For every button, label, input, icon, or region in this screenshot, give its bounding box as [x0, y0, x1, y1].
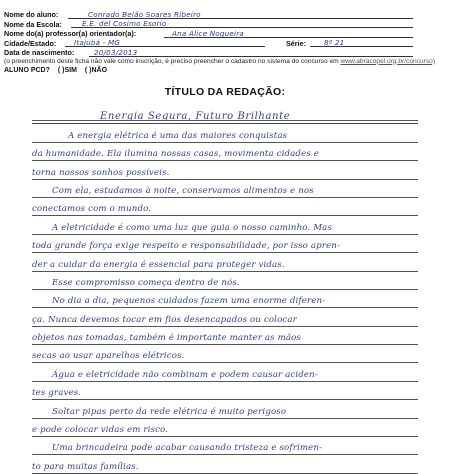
essay-line-text: secas ao usar aparelhos elétricos.: [32, 351, 185, 362]
registration-note-text: (o preenchimento deste ficha não vale como inscrição, é preciso preencher o cadastro no sistema do concurso em: [4, 57, 339, 65]
teacher-label: Nome do(a) professor(a) orientador(a):: [4, 29, 137, 38]
essay-line: [32, 253, 418, 271]
essay-title-line: [32, 106, 418, 124]
essay-line: [32, 198, 418, 216]
essay-line-text: ça. Nunca devemos tocar em fios desencapados ou colocar: [32, 314, 297, 325]
grade-label: Série:: [286, 38, 306, 48]
birthdate-label: Data de nascimento:: [4, 48, 75, 57]
essay-line: [32, 143, 418, 161]
essay-line: [32, 161, 418, 179]
essay-line-text: Com ela, estudamos à noite, conservamos alimentos e nos: [52, 185, 314, 196]
essay-line-text: e pode colocar vidas em risco.: [32, 425, 169, 436]
student-name-label: Nome do aluno:: [4, 10, 59, 19]
essay-line: [32, 455, 418, 473]
essay-line-text: toda grande força exige respeito e responsabilidade, por isso apren-: [32, 241, 341, 252]
essay-line: [32, 437, 418, 455]
student-info-form: [4, 10, 446, 77]
essay-line-text: Soltar pipas perto da rede elétrica é muito perigoso: [52, 406, 287, 417]
essay-line: [32, 124, 418, 142]
teacher-row: [4, 29, 446, 39]
student-name-row: [4, 10, 446, 20]
birthdate-value: 20/03/2013: [94, 47, 138, 57]
pcd-yes-option[interactable]: ( )SIM: [57, 66, 77, 74]
grade-value: 8º 21: [324, 38, 345, 47]
essay-title: Energia Segura, Futuro Brilhante: [100, 111, 291, 123]
essay-line: [32, 308, 418, 326]
essay-line: [32, 327, 418, 345]
essay-title-heading: TÍTULO DA REDAÇÃO:: [164, 86, 286, 98]
essay-line: [32, 235, 418, 253]
essay-line: [32, 419, 418, 437]
essay-line: [32, 382, 418, 400]
city-label: Cidade/Estado:: [4, 38, 57, 48]
essay-line: [32, 400, 418, 418]
registration-note: [4, 58, 446, 66]
essay-line: [32, 180, 418, 198]
essay-line: [32, 272, 418, 290]
essay-line: [32, 345, 418, 363]
essay-line-text: A energia elétrica é uma das maiores conquistas: [68, 130, 288, 141]
birthdate-row: [4, 48, 446, 58]
essay-line-text: der a cuidar da energia é essencial para proteger vidas.: [32, 259, 285, 270]
essay-line-text: objetos nas tomadas, também é importante manter as mãos: [32, 333, 302, 344]
essay-line-text: No dia a dia, pequenos cuidados fazem uma enorme diferen-: [52, 296, 326, 307]
essay-line: [32, 216, 418, 234]
pcd-row: [4, 67, 446, 77]
essay-line: [32, 290, 418, 308]
school-value: E.E. del Cosimo Esorio: [82, 19, 167, 28]
essay-line-text: conectamos com o mundo.: [32, 204, 152, 215]
city-row: [4, 39, 446, 49]
city-value: Itajubá - MG: [74, 38, 121, 47]
essay-line-text: Água e eletricidade não combinam e podem causar aciden-: [52, 369, 318, 380]
essay-line-text: da humanidade. Ela ilumina nossas casas, movimenta cidades e: [32, 149, 319, 160]
essay-line-text: Esse compromisso começa dentro de nós.: [52, 277, 240, 288]
essay-line-text: Uma brincadeira pode acabar causando tristeza e sofrimen-: [52, 443, 323, 454]
registration-link[interactable]: www.abracopel.org.br/concurso): [340, 57, 436, 65]
teacher-value: Ana Alice Nogueira: [172, 28, 245, 38]
student-name-value: Conrado Belão Soares Ribeiro: [88, 9, 201, 19]
essay-line-text: A eletricidade é como uma luz que guia o nosso caminho. Mas: [52, 222, 333, 233]
pcd-no-option[interactable]: ( )NÃO: [84, 66, 108, 74]
birthdate-line: [89, 56, 413, 57]
school-label: Nome da Escola:: [4, 19, 62, 29]
essay-lines: [32, 106, 418, 474]
essay-line-text: torna nossos sonhos possíveis.: [32, 167, 170, 178]
pcd-label: ALUNO PCD?: [4, 66, 50, 74]
essay-line-text: to para muitas famílias.: [32, 461, 139, 472]
essay-line-text: tes graves.: [32, 388, 82, 399]
essay-line: [32, 363, 418, 381]
